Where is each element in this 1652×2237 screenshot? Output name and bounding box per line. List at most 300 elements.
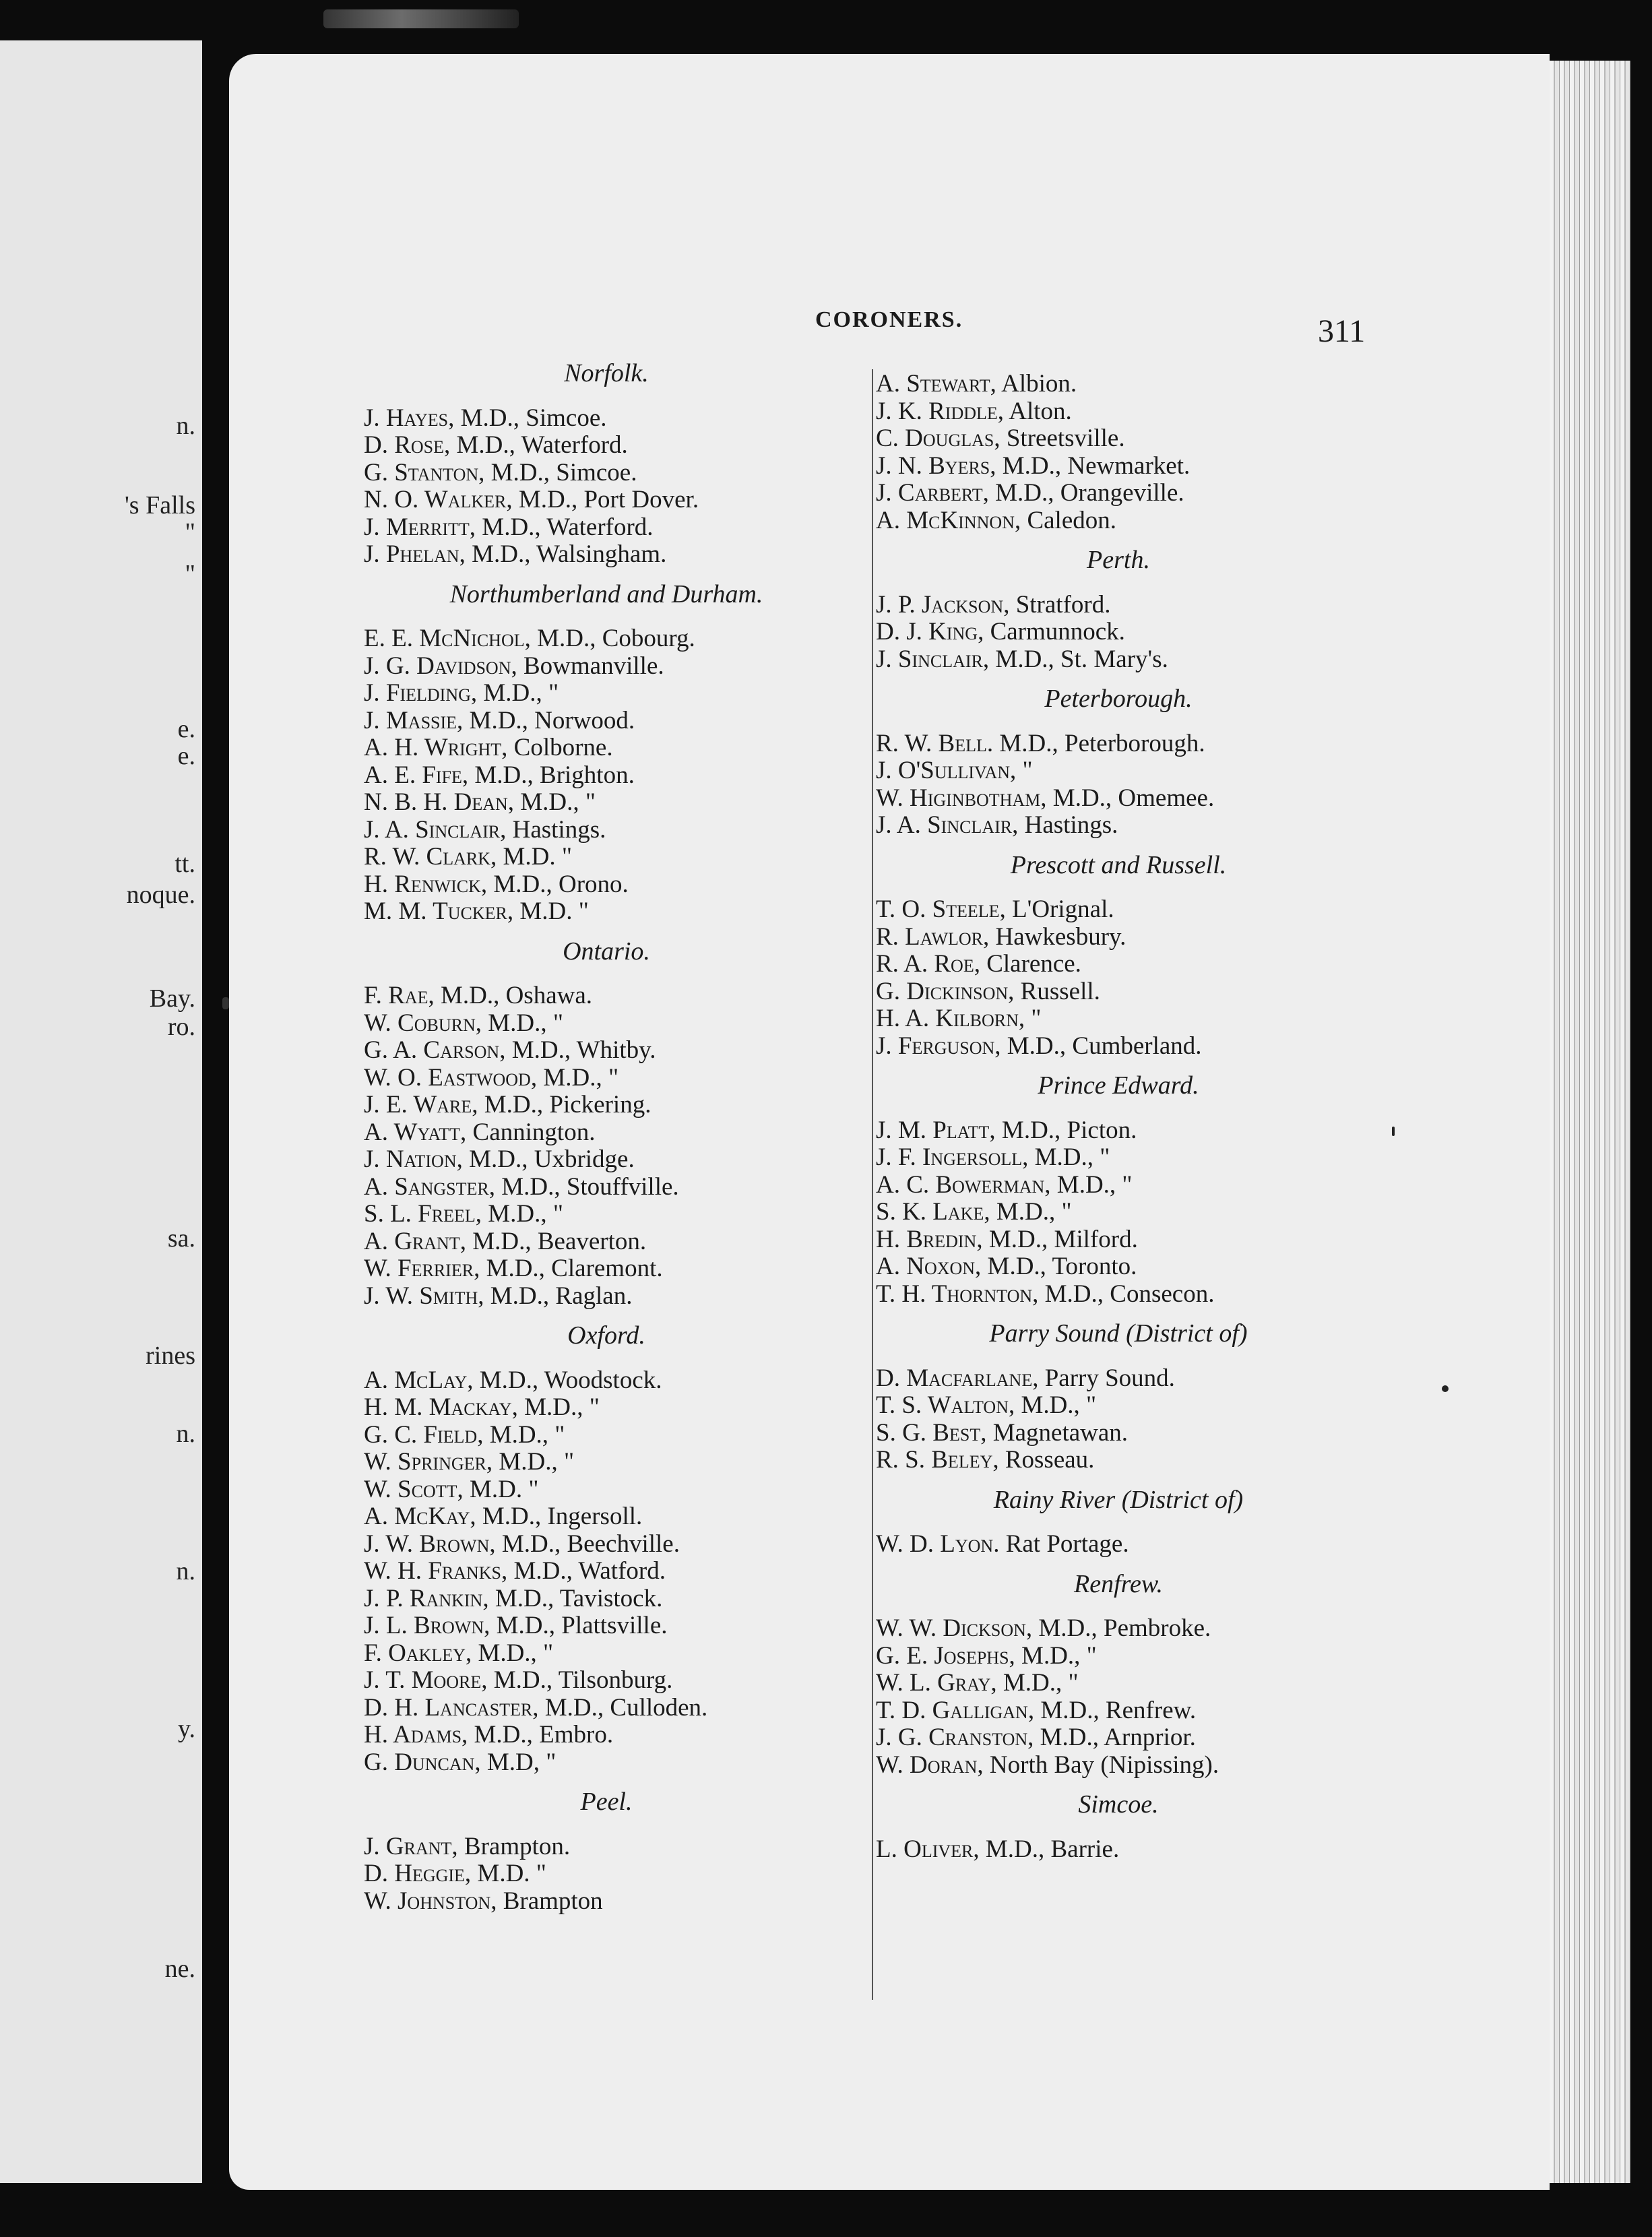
coroner-name: T. D. Galligan xyxy=(876,1696,1028,1724)
coroner-name: N. O. Walker xyxy=(364,486,507,513)
left-page-text-fragment: " xyxy=(185,560,195,588)
coroner-entry xyxy=(876,507,1361,535)
left-column xyxy=(364,360,849,1915)
county-heading: Simcoe. xyxy=(1078,1790,1159,1819)
county-section xyxy=(876,685,1361,840)
coroner-place: , M.D., Renfrew. xyxy=(1027,1696,1197,1724)
coroner-entry xyxy=(364,1476,849,1504)
coroner-name: A. H. Wright xyxy=(364,734,502,761)
coroner-entry xyxy=(364,541,849,569)
page-number: 311 xyxy=(1318,313,1366,349)
coroner-entry xyxy=(364,1888,849,1916)
coroner-name: J. P. Jackson xyxy=(876,590,1004,619)
left-page-text-fragment: ro. xyxy=(167,1013,195,1041)
county-heading: Prescott and Russell. xyxy=(1010,850,1227,879)
coroner-name: A. McKinnon xyxy=(876,506,1015,534)
coroner-entry xyxy=(876,1531,1361,1558)
coroner-place: . M.D., Peterborough. xyxy=(986,729,1205,757)
coroner-name: A. Grant xyxy=(364,1227,460,1255)
coroner-entry xyxy=(364,625,849,653)
coroner-name: J. N. Byers xyxy=(876,451,990,480)
coroner-entry xyxy=(876,1643,1361,1670)
coroner-name: J. W. Smith xyxy=(364,1282,478,1310)
county-heading: Parry Sound (District of) xyxy=(989,1319,1248,1348)
coroner-entry xyxy=(364,1695,849,1722)
coroner-entry xyxy=(876,398,1361,426)
coroner-entry xyxy=(364,871,849,899)
coroner-place: , M.D., " xyxy=(486,1448,575,1476)
coroner-entry xyxy=(876,785,1361,813)
coroner-name: J. Massie xyxy=(364,706,457,734)
coroner-place: , M.D., Oshawa. xyxy=(428,982,593,1009)
coroner-name: G. Duncan xyxy=(364,1748,475,1776)
coroner-entry xyxy=(364,1255,849,1283)
coroner-place: , M.D, " xyxy=(474,1748,557,1776)
coroner-place: , M.D., Watford. xyxy=(501,1557,666,1585)
coroner-place: , M.D., Simcoe. xyxy=(478,458,637,486)
coroner-name: C. Douglas xyxy=(876,424,994,452)
coroner-place: , M.D. " xyxy=(457,1475,539,1503)
coroner-name: M. M. Tucker xyxy=(364,897,507,925)
coroner-name: H. Renwick xyxy=(364,870,481,898)
coroner-place: , M.D., " xyxy=(1008,1391,1097,1419)
coroner-place: , M.D., Stouffville. xyxy=(488,1172,679,1201)
coroner-place: , M.D., Pembroke. xyxy=(1025,1614,1211,1642)
coroner-name: J. L. Brown xyxy=(364,1612,484,1639)
coroner-place: , M.D., Uxbridge. xyxy=(456,1145,635,1173)
coroner-entry xyxy=(364,982,849,1010)
coroner-entry xyxy=(364,1585,849,1613)
coroner-place: , M.D., Picton. xyxy=(989,1116,1137,1144)
coroner-place: , " xyxy=(1018,1005,1042,1032)
county-section xyxy=(876,1791,1361,1863)
left-page-text-fragment: rines xyxy=(146,1342,195,1370)
county-heading: Peterborough. xyxy=(1044,685,1193,713)
coroner-place: , M.D., Orangeville. xyxy=(982,479,1184,507)
coroner-name: S. L. Freel xyxy=(364,1200,476,1228)
coroner-name: W. Springer xyxy=(364,1448,486,1476)
coroner-place: , M.D., Arnprior. xyxy=(1027,1724,1196,1751)
coroner-place: , M.D., " xyxy=(475,1200,563,1228)
coroner-place: , M.D., Woodstock. xyxy=(467,1366,662,1394)
coroner-place: , M.D., Embro. xyxy=(462,1721,614,1748)
coroner-name: T. O. Steele xyxy=(876,895,1000,923)
county-heading: Oxford. xyxy=(567,1321,645,1350)
header-blur-mark xyxy=(323,9,519,28)
county-heading: Prince Edward. xyxy=(1038,1071,1199,1100)
coroner-entry xyxy=(876,1392,1361,1420)
coroner-entry xyxy=(876,1117,1361,1145)
coroner-name: J. Carbert xyxy=(876,479,983,507)
coroner-entry xyxy=(364,1749,849,1777)
coroner-entry xyxy=(364,1833,849,1861)
coroner-place: , M.D., Whitby. xyxy=(499,1036,656,1064)
coroner-entry xyxy=(364,405,849,433)
left-page-text-fragment: 's Falls xyxy=(124,491,195,519)
coroner-name: S. K. Lake xyxy=(876,1198,984,1226)
left-page-text-fragment: n. xyxy=(176,1557,195,1585)
coroner-name: J. G. Davidson xyxy=(364,652,511,680)
coroner-place: , M.D., Milford. xyxy=(976,1225,1138,1253)
coroner-name: E. E. McNichol xyxy=(364,625,525,652)
coroner-name: A. C. Bowerman xyxy=(876,1170,1045,1199)
left-page-text-fragment: e. xyxy=(177,742,195,770)
coroner-name: W. L. Gray xyxy=(876,1669,991,1697)
county-heading: Rainy River (District of) xyxy=(993,1485,1244,1514)
county-heading: Renfrew. xyxy=(1074,1569,1163,1598)
left-page-text-fragment: y. xyxy=(177,1715,195,1743)
coroner-name: G. Stanton xyxy=(364,458,479,486)
coroner-name: R. Lawlor xyxy=(876,922,984,951)
coroner-place: , M.D., " xyxy=(470,679,559,707)
coroner-entry xyxy=(364,1503,849,1531)
left-page-text-fragment: e. xyxy=(177,715,195,743)
coroner-name: N. B. H. Dean xyxy=(364,788,508,816)
coroner-entry xyxy=(876,646,1361,674)
coroner-name: J. Grant xyxy=(364,1832,452,1860)
coroner-entry xyxy=(876,592,1361,619)
coroner-name: J. Sinclair xyxy=(876,645,983,673)
left-page-fragment xyxy=(0,40,202,2183)
coroner-entry xyxy=(876,1281,1361,1309)
coroner-entry xyxy=(876,1447,1361,1474)
county-section xyxy=(876,1072,1361,1308)
coroner-entry xyxy=(364,707,849,735)
coroner-place: , Carmunnock. xyxy=(978,618,1125,645)
coroner-name: J. E. Ware xyxy=(364,1091,472,1118)
coroner-name: R. W. Clark xyxy=(364,843,490,871)
coroner-entry xyxy=(364,1228,849,1256)
county-section xyxy=(876,1571,1361,1779)
coroner-place: , M.D., Cumberland. xyxy=(994,1032,1202,1060)
coroner-place: , M.D., Omemee. xyxy=(1040,784,1215,812)
running-head: CORONERS. xyxy=(815,307,963,332)
coroner-name: W. H. Franks xyxy=(364,1557,501,1585)
coroner-place: , M.D., Simcoe. xyxy=(448,404,607,432)
county-section xyxy=(876,1320,1361,1474)
coroner-entry xyxy=(364,762,849,790)
coroner-place: , Alton. xyxy=(997,397,1072,425)
coroner-name: A. E. Fife xyxy=(364,761,462,789)
coroner-entry xyxy=(876,730,1361,758)
coroner-name: J. Nation xyxy=(364,1145,457,1173)
county-section xyxy=(364,1322,849,1776)
coroner-name: W. Coburn xyxy=(364,1009,476,1037)
coroner-place: , M.D., Waterford. xyxy=(469,513,654,541)
coroner-entry xyxy=(364,1612,849,1640)
coroner-place: . Rat Portage. xyxy=(993,1530,1129,1558)
coroner-place: , M.D., St. Mary's. xyxy=(982,645,1168,673)
county-heading: Norfolk. xyxy=(564,359,649,387)
coroner-entry xyxy=(364,1010,849,1038)
coroner-place: , M.D., Consecon. xyxy=(1032,1280,1215,1308)
coroner-name: A. McKay xyxy=(364,1503,470,1530)
coroner-entry xyxy=(876,1005,1361,1033)
coroner-place: , M.D., " xyxy=(1009,1641,1097,1670)
coroner-entry xyxy=(876,978,1361,1006)
coroner-name: L. Oliver xyxy=(876,1835,974,1863)
coroner-entry xyxy=(876,924,1361,951)
coroner-place: , M.D., " xyxy=(530,1063,619,1092)
coroner-entry xyxy=(364,486,849,514)
coroner-entry xyxy=(876,480,1361,507)
coroner-place: , M.D., Pickering. xyxy=(472,1091,652,1118)
coroner-entry xyxy=(364,1531,849,1558)
coroner-entry xyxy=(876,1033,1361,1061)
left-page-text-fragment: n. xyxy=(176,1420,195,1448)
county-section xyxy=(876,852,1361,1061)
coroner-name: G. A. Carson xyxy=(364,1036,500,1064)
coroner-place: , Cannington. xyxy=(460,1118,596,1146)
binding-mark xyxy=(222,997,229,1009)
coroner-place: , M.D., Beechville. xyxy=(489,1530,680,1558)
coroner-entry xyxy=(364,1422,849,1449)
coroner-name: A. Wyatt xyxy=(364,1118,461,1146)
county-heading: Peel. xyxy=(580,1788,633,1816)
county-heading: Ontario. xyxy=(563,937,650,966)
coroner-place: , Brampton. xyxy=(451,1832,571,1860)
coroner-entry xyxy=(364,1558,849,1585)
coroner-place: , Clarence. xyxy=(974,950,1081,978)
coroner-name: T. S. Walton xyxy=(876,1391,1009,1419)
coroner-place: , M.D., Barrie. xyxy=(973,1835,1120,1863)
coroner-name: W. Doran xyxy=(876,1751,978,1779)
coroner-name: H. M. Mackay xyxy=(364,1393,512,1421)
coroner-entry xyxy=(364,1722,849,1749)
coroner-name: W. W. Dickson xyxy=(876,1614,1026,1642)
coroner-place: , M.D., " xyxy=(477,1420,565,1449)
coroner-name: S. G. Best xyxy=(876,1418,981,1447)
coroner-place: , Brampton xyxy=(490,1887,603,1915)
coroner-place: , M.D., " xyxy=(1044,1170,1133,1199)
coroner-place: , M.D., Ingersoll. xyxy=(470,1503,643,1530)
coroner-place: , M.D. " xyxy=(464,1860,546,1887)
coroner-entry xyxy=(364,680,849,707)
coroner-entry xyxy=(364,1119,849,1147)
coroner-name: J. M. Platt xyxy=(876,1116,990,1144)
coroner-place: , M.D., Cobourg. xyxy=(524,625,695,652)
coroner-entry xyxy=(876,1365,1361,1393)
left-page-text-fragment: Bay. xyxy=(149,984,195,1013)
coroner-entry xyxy=(364,1640,849,1668)
coroner-entry xyxy=(876,1420,1361,1447)
coroner-entry xyxy=(364,1037,849,1065)
coroner-place: , M.D., Newmarket. xyxy=(990,451,1190,480)
coroner-name: W. Ferrier xyxy=(364,1255,474,1282)
coroner-name: W. Johnston xyxy=(364,1887,491,1915)
coroner-place: , M.D., Toronto. xyxy=(975,1253,1137,1280)
coroner-entry xyxy=(364,817,849,844)
coroner-entry xyxy=(876,951,1361,978)
coroner-name: J. G. Cranston xyxy=(876,1724,1028,1751)
coroner-place: , Russell. xyxy=(1008,977,1100,1005)
coroner-entry xyxy=(364,1667,849,1695)
coroner-name: H. Bredin xyxy=(876,1225,977,1253)
left-page-text-fragment: n. xyxy=(176,412,195,440)
coroner-name: J. K. Riddle xyxy=(876,397,998,425)
coroner-name: W. Scott xyxy=(364,1475,457,1503)
county-heading: Northumberland and Durham. xyxy=(449,579,763,608)
coroner-place: , Colborne. xyxy=(501,734,613,761)
coroner-entry xyxy=(364,1174,849,1201)
coroner-entry xyxy=(876,896,1361,924)
county-section xyxy=(364,360,849,569)
coroner-entry xyxy=(364,1201,849,1228)
coroner-place: , M.D., Plattsville. xyxy=(484,1612,668,1639)
coroner-place: , Bowmanville. xyxy=(511,652,664,680)
coroner-place: , M.D., " xyxy=(511,1393,600,1421)
coroner-entry xyxy=(364,514,849,542)
coroner-entry xyxy=(364,1367,849,1395)
coroner-entry xyxy=(876,1144,1361,1172)
coroner-entry xyxy=(364,653,849,681)
coroner-name: D. Rose xyxy=(364,431,445,459)
coroner-entry xyxy=(876,757,1361,785)
coroner-entry xyxy=(364,460,849,487)
coroner-name: J. W. Brown xyxy=(364,1530,490,1558)
left-page-text-fragment: tt. xyxy=(174,850,195,878)
coroner-place: , L'Orignal. xyxy=(999,895,1114,923)
left-page-text-fragment: ne. xyxy=(164,1955,195,1983)
coroner-entry xyxy=(876,619,1361,646)
coroner-name: J. Phelan xyxy=(364,540,459,568)
coroner-name: J. Hayes xyxy=(364,404,449,432)
coroner-entry xyxy=(364,1394,849,1422)
ink-speck xyxy=(1392,1127,1395,1136)
coroner-place: , M.D., Raglan. xyxy=(478,1282,633,1310)
coroner-place: , Hawkesbury. xyxy=(983,922,1126,951)
coroner-name: G. E. Josephs xyxy=(876,1641,1009,1670)
coroner-name: J. P. Rankin xyxy=(364,1584,483,1612)
coroner-place: , M.D., " xyxy=(465,1639,554,1667)
coroner-entry xyxy=(876,1226,1361,1254)
county-section xyxy=(876,546,1361,673)
coroner-place: , M.D., Tavistock. xyxy=(482,1584,663,1612)
right-column xyxy=(876,371,1361,1863)
coroner-place: , Rosseau. xyxy=(992,1446,1095,1474)
coroner-name: T. H. Thornton xyxy=(876,1280,1033,1308)
coroner-name: W. O. Eastwood xyxy=(364,1063,531,1092)
coroner-place: , M.D. " xyxy=(507,897,589,925)
coroner-entry xyxy=(876,1836,1361,1864)
coroner-place: , M.D., Norwood. xyxy=(457,706,635,734)
coroner-name: J. F. Ingersoll xyxy=(876,1143,1023,1171)
coroner-name: A. McLay xyxy=(364,1366,468,1394)
coroner-entry xyxy=(876,1253,1361,1281)
coroner-entry xyxy=(364,898,849,926)
coroner-entry xyxy=(876,425,1361,453)
coroner-place: , M.D., Culloden. xyxy=(532,1693,708,1722)
coroner-place: , Parry Sound. xyxy=(1032,1364,1175,1392)
county-section xyxy=(364,581,849,926)
coroner-name: G. Dickinson xyxy=(876,977,1009,1005)
coroner-place: , " xyxy=(1010,757,1033,784)
coroner-name: J. Ferguson xyxy=(876,1032,995,1060)
coroner-name: J. O'Sullivan xyxy=(876,757,1011,784)
coroner-entry xyxy=(364,844,849,871)
coroner-name: W. D. Lyon xyxy=(876,1530,994,1558)
county-section xyxy=(876,371,1361,534)
coroner-place: , M.D., Tilsonburg. xyxy=(481,1666,673,1694)
coroner-entry xyxy=(876,453,1361,480)
coroner-entry xyxy=(876,1199,1361,1226)
coroner-entry xyxy=(876,1615,1361,1643)
coroner-name: H. Adams xyxy=(364,1721,462,1748)
column-rule xyxy=(872,369,873,2000)
coroner-name: R. W. Bell xyxy=(876,729,987,757)
coroner-name: D. Macfarlane xyxy=(876,1364,1033,1392)
coroner-place: , M.D., Orono. xyxy=(480,870,629,898)
coroner-name: F. Rae xyxy=(364,982,428,1009)
coroner-name: D. J. King xyxy=(876,618,978,645)
coroner-entry xyxy=(364,432,849,460)
coroner-entry xyxy=(364,734,849,762)
coroner-entry xyxy=(364,1092,849,1119)
coroner-place: , M.D., " xyxy=(990,1669,1079,1697)
coroner-place: , M.D., " xyxy=(1022,1143,1110,1171)
coroner-entry xyxy=(876,1752,1361,1779)
left-page-text-fragment: noque. xyxy=(126,881,195,909)
coroner-entry xyxy=(876,1670,1361,1697)
coroner-name: J. T. Moore xyxy=(364,1666,482,1694)
coroner-place: , M.D., Walsingham. xyxy=(459,540,667,568)
coroner-name: H. A. Kilborn xyxy=(876,1005,1019,1032)
coroner-entry xyxy=(364,1283,849,1311)
coroner-name: J. Merritt xyxy=(364,513,470,541)
left-page-text-fragment: sa. xyxy=(167,1224,195,1253)
coroner-place: , M.D., Claremont. xyxy=(474,1255,663,1282)
coroner-entry xyxy=(876,371,1361,398)
coroner-entry xyxy=(364,789,849,817)
coroner-entry xyxy=(364,1146,849,1174)
coroner-place: , North Bay (Nipissing). xyxy=(977,1751,1219,1779)
coroner-name: R. S. Beley xyxy=(876,1446,993,1474)
ink-speck xyxy=(1442,1385,1449,1392)
county-section xyxy=(364,1788,849,1915)
coroner-place: , Stratford. xyxy=(1003,590,1111,619)
coroner-entry xyxy=(876,1697,1361,1725)
coroner-place: , M.D., " xyxy=(475,1009,563,1037)
coroner-entry xyxy=(364,1065,849,1092)
coroner-name: J. A. Sinclair xyxy=(876,811,1013,839)
coroner-entry xyxy=(876,1172,1361,1199)
coroner-name: A. Sangster xyxy=(364,1172,489,1201)
coroner-name: D. H. Lancaster xyxy=(364,1693,533,1722)
coroner-place: , Hastings. xyxy=(500,815,606,844)
coroner-entry xyxy=(364,1860,849,1888)
coroner-place: , M.D. " xyxy=(490,843,572,871)
coroner-name: J. A. Sinclair xyxy=(364,815,501,844)
coroner-place: , Magnetawan. xyxy=(980,1418,1129,1447)
coroner-name: D. Heggie xyxy=(364,1860,465,1887)
left-page-text-fragment: " xyxy=(185,518,195,546)
coroner-place: , M.D., Waterford. xyxy=(444,431,628,459)
county-section xyxy=(364,938,849,1311)
coroner-place: , M.D., " xyxy=(507,788,596,816)
county-section xyxy=(876,1486,1361,1558)
coroner-place: , Hastings. xyxy=(1012,811,1118,839)
coroner-name: J. Fielding xyxy=(364,679,471,707)
coroner-name: G. C. Field xyxy=(364,1420,478,1449)
coroner-place: , M.D., " xyxy=(984,1198,1072,1226)
coroner-name: A. Noxon xyxy=(876,1253,976,1280)
coroner-entry xyxy=(876,1724,1361,1752)
county-heading: Perth. xyxy=(1087,546,1150,574)
coroner-name: R. A. Roe xyxy=(876,950,974,978)
coroner-place: , M.D., Beaverton. xyxy=(459,1227,647,1255)
coroner-entry xyxy=(876,812,1361,840)
coroner-place: , Caledon. xyxy=(1014,506,1117,534)
